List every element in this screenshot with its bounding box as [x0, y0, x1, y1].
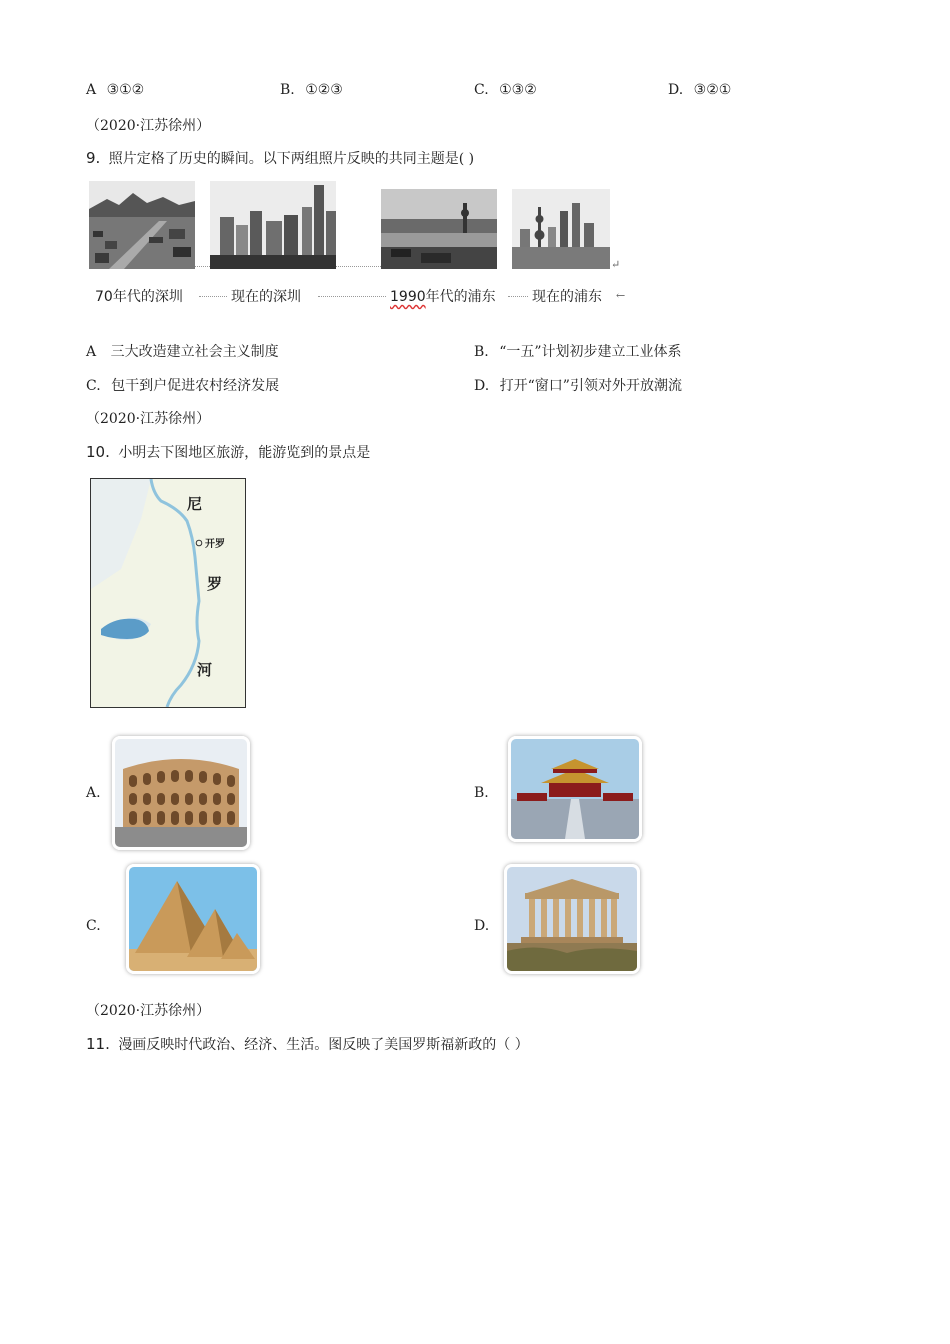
q8-option-b	[280, 82, 343, 98]
photo-pudong-now	[512, 189, 610, 269]
map-label-luo: 罗	[207, 575, 223, 593]
q11-stem	[86, 1034, 529, 1054]
map-label-cairo: 开罗	[205, 539, 225, 550]
map-label-ni: 尼	[187, 495, 203, 513]
option-text: 包干到户促进农村经济发展	[111, 378, 280, 394]
question-number: 9.	[86, 149, 101, 167]
colosseum-image	[112, 736, 250, 850]
q10-stem	[86, 442, 370, 462]
connector-line	[318, 296, 386, 297]
pyramids-image	[126, 864, 260, 974]
forbidden-city-image	[508, 736, 642, 842]
q8-option-d	[668, 82, 731, 98]
q9-option-b	[474, 341, 682, 361]
q8-option-c	[474, 82, 537, 98]
option-text: 三大改造建立社会主义制度	[110, 344, 279, 360]
parthenon-image	[504, 864, 640, 974]
option-letter: A	[86, 344, 97, 360]
connector-line	[336, 266, 381, 267]
nile-map	[90, 478, 246, 708]
q9-option-a	[86, 341, 279, 361]
map-label-he: 河	[197, 661, 213, 679]
caption-year: 1990	[390, 289, 426, 305]
question-text: 小明去下图地区旅游，能游览到的景点是	[118, 445, 371, 461]
option-text: 打开“窗口”引领对外开放潮流	[499, 378, 682, 394]
question-number: 11.	[86, 1035, 110, 1053]
option-letter: C.	[474, 82, 489, 98]
option-letter: B.	[280, 82, 295, 98]
option-letter: B.	[474, 344, 489, 360]
question-number: 10.	[86, 443, 110, 461]
photo-pudong-1990	[381, 189, 497, 269]
option-text: ③①②	[106, 82, 145, 98]
q9-option-c	[86, 375, 279, 395]
paragraph-mark-icon: ↵	[611, 258, 621, 271]
photo-shenzhen-70s	[89, 181, 195, 269]
option-letter: D.	[668, 82, 684, 98]
option-letter: C.	[86, 378, 101, 394]
q10-option-d-letter: D.	[474, 918, 490, 934]
q10-option-c-letter: C.	[86, 918, 101, 934]
q8-option-a	[86, 82, 144, 98]
connector-line	[195, 266, 210, 267]
q10-source: （2020·江苏徐州）	[86, 411, 211, 427]
option-text: ①②③	[305, 82, 343, 98]
option-text: ③②①	[693, 82, 732, 98]
photo-shenzhen-now	[210, 181, 336, 269]
option-letter: A	[86, 82, 97, 98]
q10-option-a-letter: A.	[86, 785, 101, 801]
q10-option-b-letter: B.	[474, 785, 489, 801]
arrow-mark-icon: ←	[616, 289, 626, 302]
question-text: 漫画反映时代政治、经济、生活。图反映了美国罗斯福新政的（ ）	[118, 1037, 529, 1053]
connector-line	[199, 296, 227, 297]
caption-text: 年代的浦东	[425, 289, 496, 305]
q9-stem	[86, 148, 474, 168]
q9-source: （2020·江苏徐州）	[86, 118, 211, 134]
option-text: “一五”计划初步建立工业体系	[499, 344, 682, 360]
caption-pudong-now: 现在的浦东	[532, 289, 602, 305]
caption-shenzhen-70s: 70年代的深圳	[95, 289, 183, 305]
caption-pudong-1990	[390, 286, 496, 306]
q11-source: （2020·江苏徐州）	[86, 1003, 211, 1019]
q9-option-d	[474, 375, 682, 395]
option-letter: D.	[474, 378, 490, 394]
caption-shenzhen-now: 现在的深圳	[231, 289, 301, 305]
question-text: 照片定格了历史的瞬间。以下两组照片反映的共同主题是( )	[108, 151, 475, 167]
option-text: ①③②	[499, 82, 537, 98]
connector-line	[508, 296, 528, 297]
